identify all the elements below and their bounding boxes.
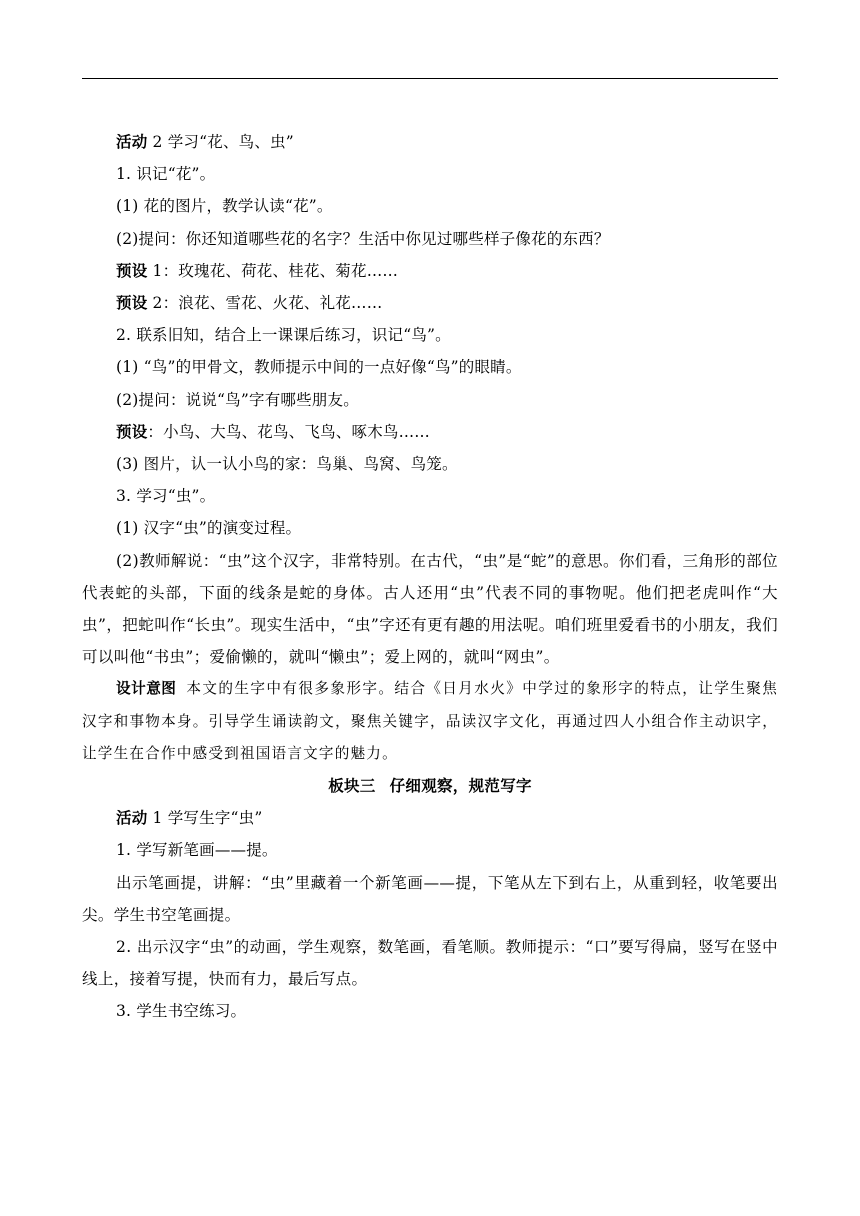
preset-text: ：小鸟、大鸟、花鸟、飞鸟、啄木鸟…… — [147, 422, 431, 441]
activity-label: 活动 — [116, 809, 148, 828]
step-3-1: (1) 汉字“虫”的演变过程。 — [116, 519, 302, 538]
write-step-2: 2. 出示汉字“虫”的动画，学生观察，数笔画，看笔顺。教师提示：“口”要写得扁，竖写在竖中线上，接着写提，快而有力，最后写点。 — [82, 938, 778, 989]
write-step-3: 3. 学生书空练习。 — [116, 1002, 247, 1021]
activity-label: 活动 — [116, 133, 148, 151]
section-title-text: 仔细观察，规范写字 — [389, 777, 532, 796]
step-1-2: (2)提问：你还知道哪些花的名字？生活中你见过哪些样子像花的东西？ — [116, 229, 610, 248]
step-2: 2. 联系旧知，结合上一课课后练习，识记“鸟”。 — [116, 326, 451, 345]
document-body — [82, 126, 778, 1028]
step-3: 3. 学习“虫”。 — [116, 487, 216, 506]
step-1: 1. 识记“花”。 — [116, 165, 216, 184]
activity-title: 2 学习“花、鸟、虫” — [147, 133, 294, 151]
activity-1-heading — [82, 802, 778, 834]
section-number: 板块三 — [328, 777, 376, 796]
preset-1 — [82, 255, 778, 287]
preset-text: 2：浪花、雪花、火花、礼花…… — [147, 294, 383, 313]
design-intent — [82, 673, 778, 770]
design-intent-label: 设计意图 — [116, 680, 177, 698]
write-step-1: 1. 学写新笔画——提。 — [116, 841, 278, 860]
step-2-3: (3) 图片，认一认小鸟的家：鸟巢、鸟窝、鸟笼。 — [116, 455, 458, 474]
section-heading — [82, 770, 778, 802]
design-intent-text: 本文的生字中有很多象形字。结合《日月水火》中学过的象形字的特点，让学生聚焦汉字和事物本身。引导学生诵读韵文，聚焦关键字，品读汉字文化，再通过四人小组合作主动识字，让学生在合作中感受到祖国语言文字的魅力。 — [82, 680, 779, 762]
preset-label: 预设 — [116, 261, 148, 280]
step-2-1: (1) “鸟”的甲骨文，教师提示中间的一点好像“鸟”的眼睛。 — [116, 358, 522, 377]
header-rule — [82, 78, 778, 79]
preset-2 — [82, 287, 778, 319]
preset-3 — [82, 416, 778, 448]
preset-text: 1：玫瑰花、荷花、桂花、菊花…… — [147, 261, 399, 280]
write-step-1-detail: 出示笔画提，讲解：“虫”里藏着一个新笔画——提，下笔从左下到右上，从重到轻，收笔要出尖。学生书空笔画提。 — [82, 873, 778, 924]
step-1-1: (1) 花的图片，教学认读“花”。 — [116, 197, 333, 216]
preset-label: 预设 — [116, 422, 148, 441]
preset-label: 预设 — [116, 294, 148, 313]
activity-title: 1 学写生字“虫” — [147, 809, 263, 828]
activity-2-heading — [82, 126, 778, 158]
teacher-explanation: (2)教师解说：“虫”这个汉字，非常特别。在古代，“虫”是“蛇”的意思。你们看，三角形的部位代表蛇的头部，下面的线条是蛇的身体。古人还用“虫”代表不同的事物呢。他们把老虎叫作“大虫”，把蛇叫作“长虫”。现实生活中，“虫”字还有更有趣的用法呢。咱们班里爱看书的小朋友，我们可以叫他“书虫”；爱偷懒的，就叫“懒虫”；爱上网的，就叫“网虫”。 — [82, 551, 778, 667]
step-2-2: (2)提问：说说“鸟”字有哪些朋友。 — [116, 390, 359, 409]
